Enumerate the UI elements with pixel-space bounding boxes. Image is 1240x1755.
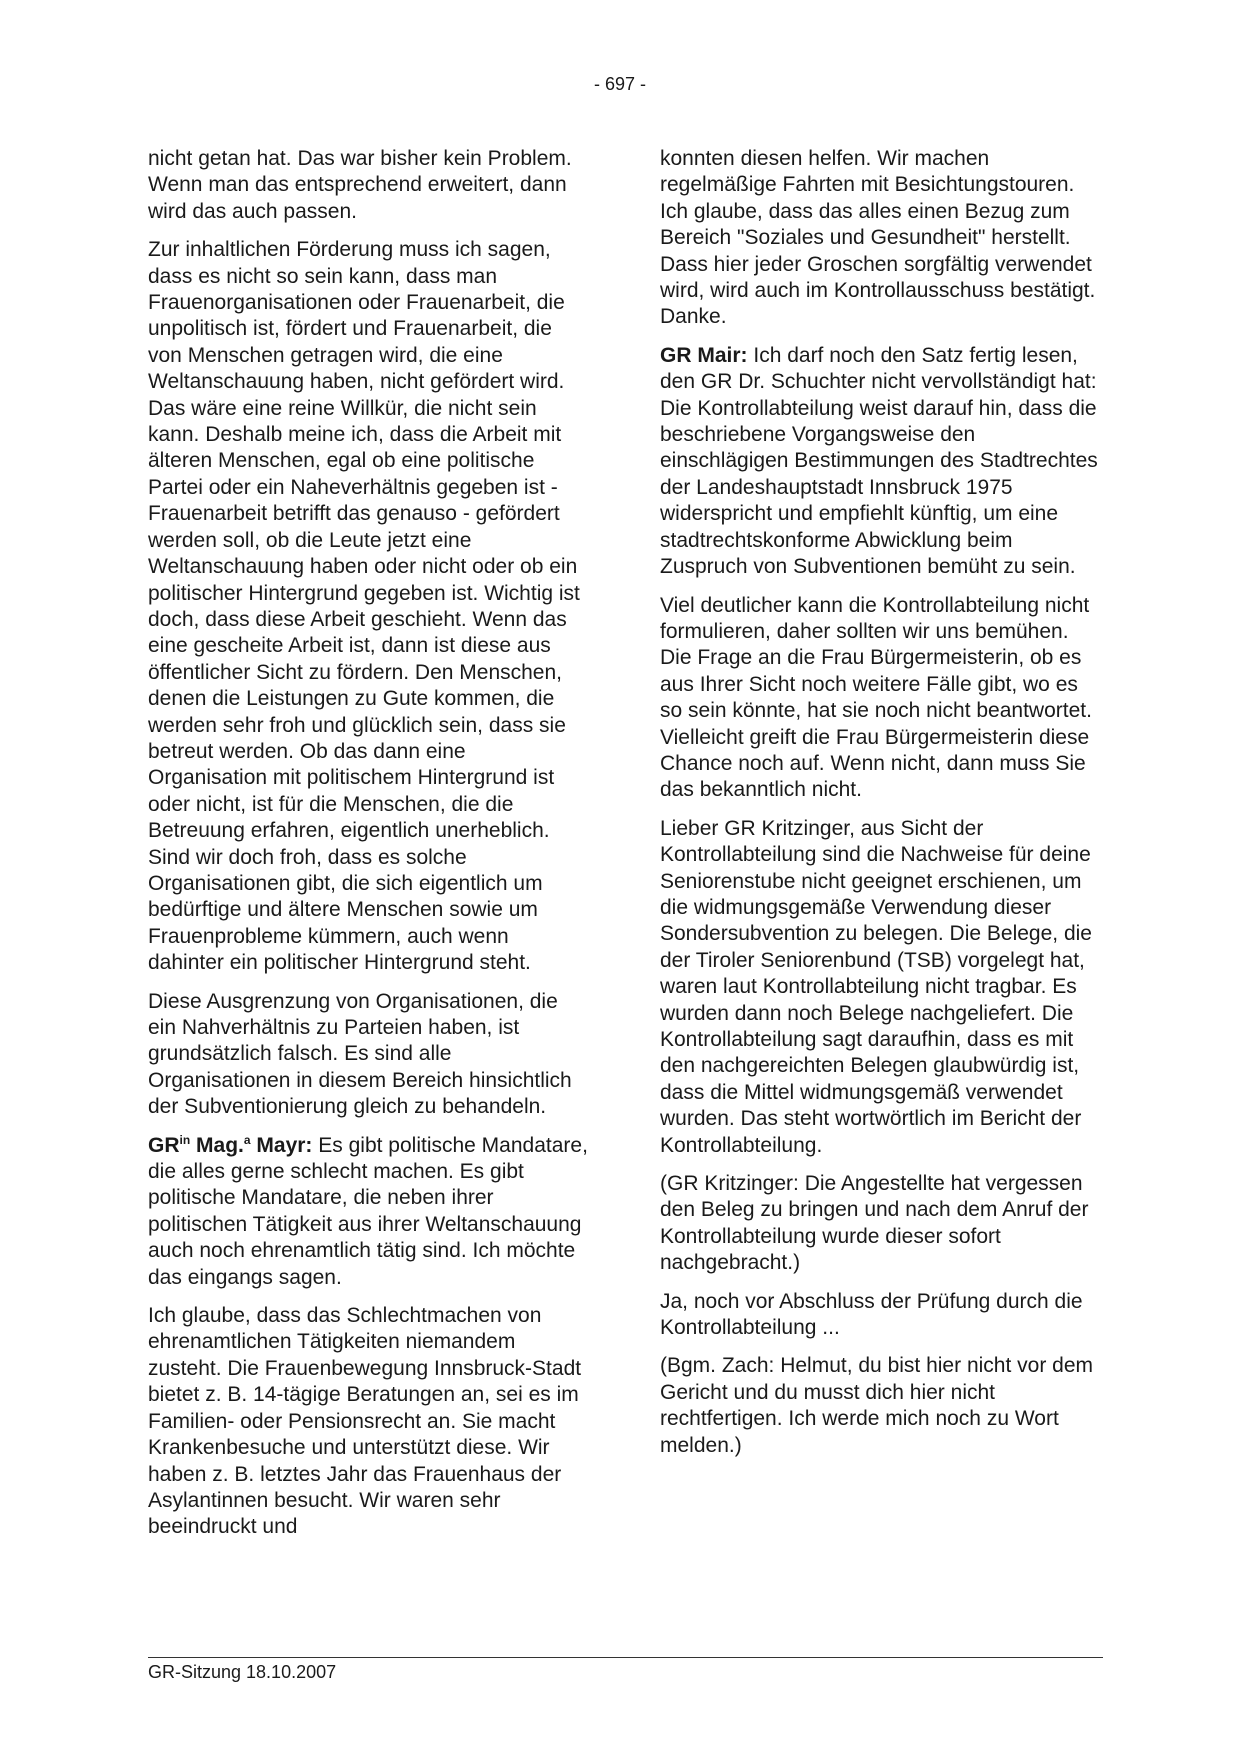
- paragraph: Viel deutlicher kann die Kontrollabteilung nicht formulieren, daher sollten wir uns bemühen. Die Frage an die Frau Bürgermeisterin, ob es aus Ihrer Sicht noch weitere Fälle gibt, wo es so sein könnte, hat sie noch nicht beantwortet. Vielleicht greift die Frau Bürgermeisterin diese Chance noch auf. Wenn nicht, dann muss Sie das bekanntlich nicht.: [660, 593, 1092, 802]
- interjection: (Bgm. Zach: Helmut, du bist hier nicht vor dem Gericht und du musst dich hier nicht rechtfertigen. Ich werde mich noch zu Wort melden.): [660, 1354, 1093, 1457]
- right-column: [660, 146, 1100, 1471]
- speaker-sup-in: in: [179, 1132, 191, 1147]
- speaker-mag: Mag.: [196, 1133, 244, 1157]
- footer-text: GR-Sitzung 18.10.2007: [148, 1662, 337, 1682]
- speaker-gr: GR: [148, 1133, 180, 1157]
- footer-divider: [148, 1657, 1103, 1658]
- left-column: [148, 146, 588, 1553]
- paragraph: Diese Ausgrenzung von Organisationen, die ein Nahverhältnis zu Parteien haben, ist grundsätzlich falsch. Es sind alle Organisationen in diesem Bereich hinsichtlich der Subventionierung gleich zu behandeln.: [148, 989, 572, 1119]
- paragraph: nicht getan hat. Das war bisher kein Problem. Wenn man das entsprechend erweitert, dann wird das auch passen.: [148, 147, 572, 223]
- speech-text: Es gibt politische Mandatare, die alles gerne schlecht machen. Es gibt politische Mandatare, die neben ihrer politischen Tätigkeit aus ihrer Weltanschauung auch noch ehrenamtlich tätig sind. Ich möchte das eingangs sagen.: [148, 1133, 588, 1289]
- paragraph: Ich glaube, dass das Schlechtmachen von ehrenamtlichen Tätigkeiten niemandem zusteht. Die Frauenbewegung Innsbruck-Stadt bietet z. B. 14-tägige Beratungen an, sei es im Familien- oder Pensionsrecht an. Sie macht Krankenbesuche und unterstützt diese. Wir haben z. B. letztes Jahr das Frauenhaus der Asylantinnen besucht. Wir waren sehr beeindruckt und: [148, 1304, 582, 1539]
- speaker-paragraph: [660, 343, 1100, 581]
- interjection: (GR Kritzinger: Die Angestellte hat vergessen den Beleg zu bringen und nach dem Anruf der Kontrollabteilung wurde dieser sofort nachgebracht.): [660, 1172, 1089, 1275]
- speaker-name: Mayr:: [256, 1133, 313, 1157]
- speaker-paragraph: [148, 1133, 588, 1291]
- paragraph: Lieber GR Kritzinger, aus Sicht der Kontrollabteilung sind die Nachweise für deine Seniorenstube nicht geeignet erschienen, um die widmungsgemäße Verwendung dieser Sondersubvention zu belegen. Die Belege, die der Tiroler Seniorenbund (TSB) vorgelegt hat, waren laut Kontrollabteilung nicht tragbar. Es wurden dann noch Belege nachgeliefert. Die Kontrollabteilung sagt daraufhin, dass es mit den nachgereichten Belegen glaubwürdig ist, dass die Mittel widmungsgemäß verwendet wurden. Das steht wortwörtlich im Bericht der Kontrollabteilung.: [660, 816, 1092, 1157]
- paragraph: Zur inhaltlichen Förderung muss ich sagen, dass es nicht so sein kann, dass man Frauenorganisationen oder Frauenarbeit, die unpolitisch ist, fördert und Frauenarbeit, die von Menschen getragen wird, die eine Weltanschauung haben, nicht gefördert wird. Das wäre eine reine Willkür, die nicht sein kann. Deshalb meine ich, dass die Arbeit mit älteren Menschen, egal ob eine politische Partei oder ein Naheverhältnis gegeben ist - Frauenarbeit betrifft das genauso - gefördert werden soll, ob die Leute jetzt eine Weltanschauung haben oder nicht oder ob ein politischer Hintergrund gegeben ist. Wichtig ist doch, dass diese Arbeit geschieht. Wenn das eine gescheite Arbeit ist, dann ist diese aus öffentlicher Sicht zu fördern. Den Menschen, denen die Leistungen zu Gute kommen, die werden sehr froh und glücklich sein, dass sie betreut werden. Ob das dann eine Organisation mit politischem Hintergrund ist oder nicht, ist für die Menschen, die die Betreuung erfahren, eigentlich unerheblich. Sind wir doch froh, dass es solche Organisationen gibt, die sich eigentlich um bedürftige und ältere Menschen sowie um Frauenprobleme kümmern, auch wenn dahinter ein politischer Hintergrund steht.: [148, 238, 580, 975]
- speaker-sup-a: a: [243, 1132, 251, 1147]
- speech-text: Ich darf noch den Satz fertig lesen, den GR Dr. Schuchter nicht vervollständigt hat: Die Kontrollabteilung weist darauf hin, dass die beschriebene Vorgangsweise den einschlägigen Bestimmungen des Stadtrechtes der Landeshauptstadt Innsbruck 1975 widerspricht und empfiehlt künftig, um eine stadtrechtskonforme Abwicklung beim Zuspruch von Subventionen bemüht zu sein.: [660, 343, 1098, 579]
- paragraph: Ja, noch vor Abschluss der Prüfung durch die Kontrollabteilung ...: [660, 1289, 1083, 1340]
- speaker-label: [148, 1134, 312, 1157]
- paragraph: konnten diesen helfen. Wir machen regelmäßige Fahrten mit Besichtungstouren. Ich glaube, dass das alles einen Bezug zum Bereich "Soziales und Gesundheit" herstellt. Dass hier jeder Groschen sorgfältig verwendet wird, wird auch im Kontrollausschuss bestätigt. Danke.: [660, 147, 1096, 329]
- page-number: - 697 -: [593, 74, 647, 94]
- speaker-label: GR Mair:: [660, 343, 748, 367]
